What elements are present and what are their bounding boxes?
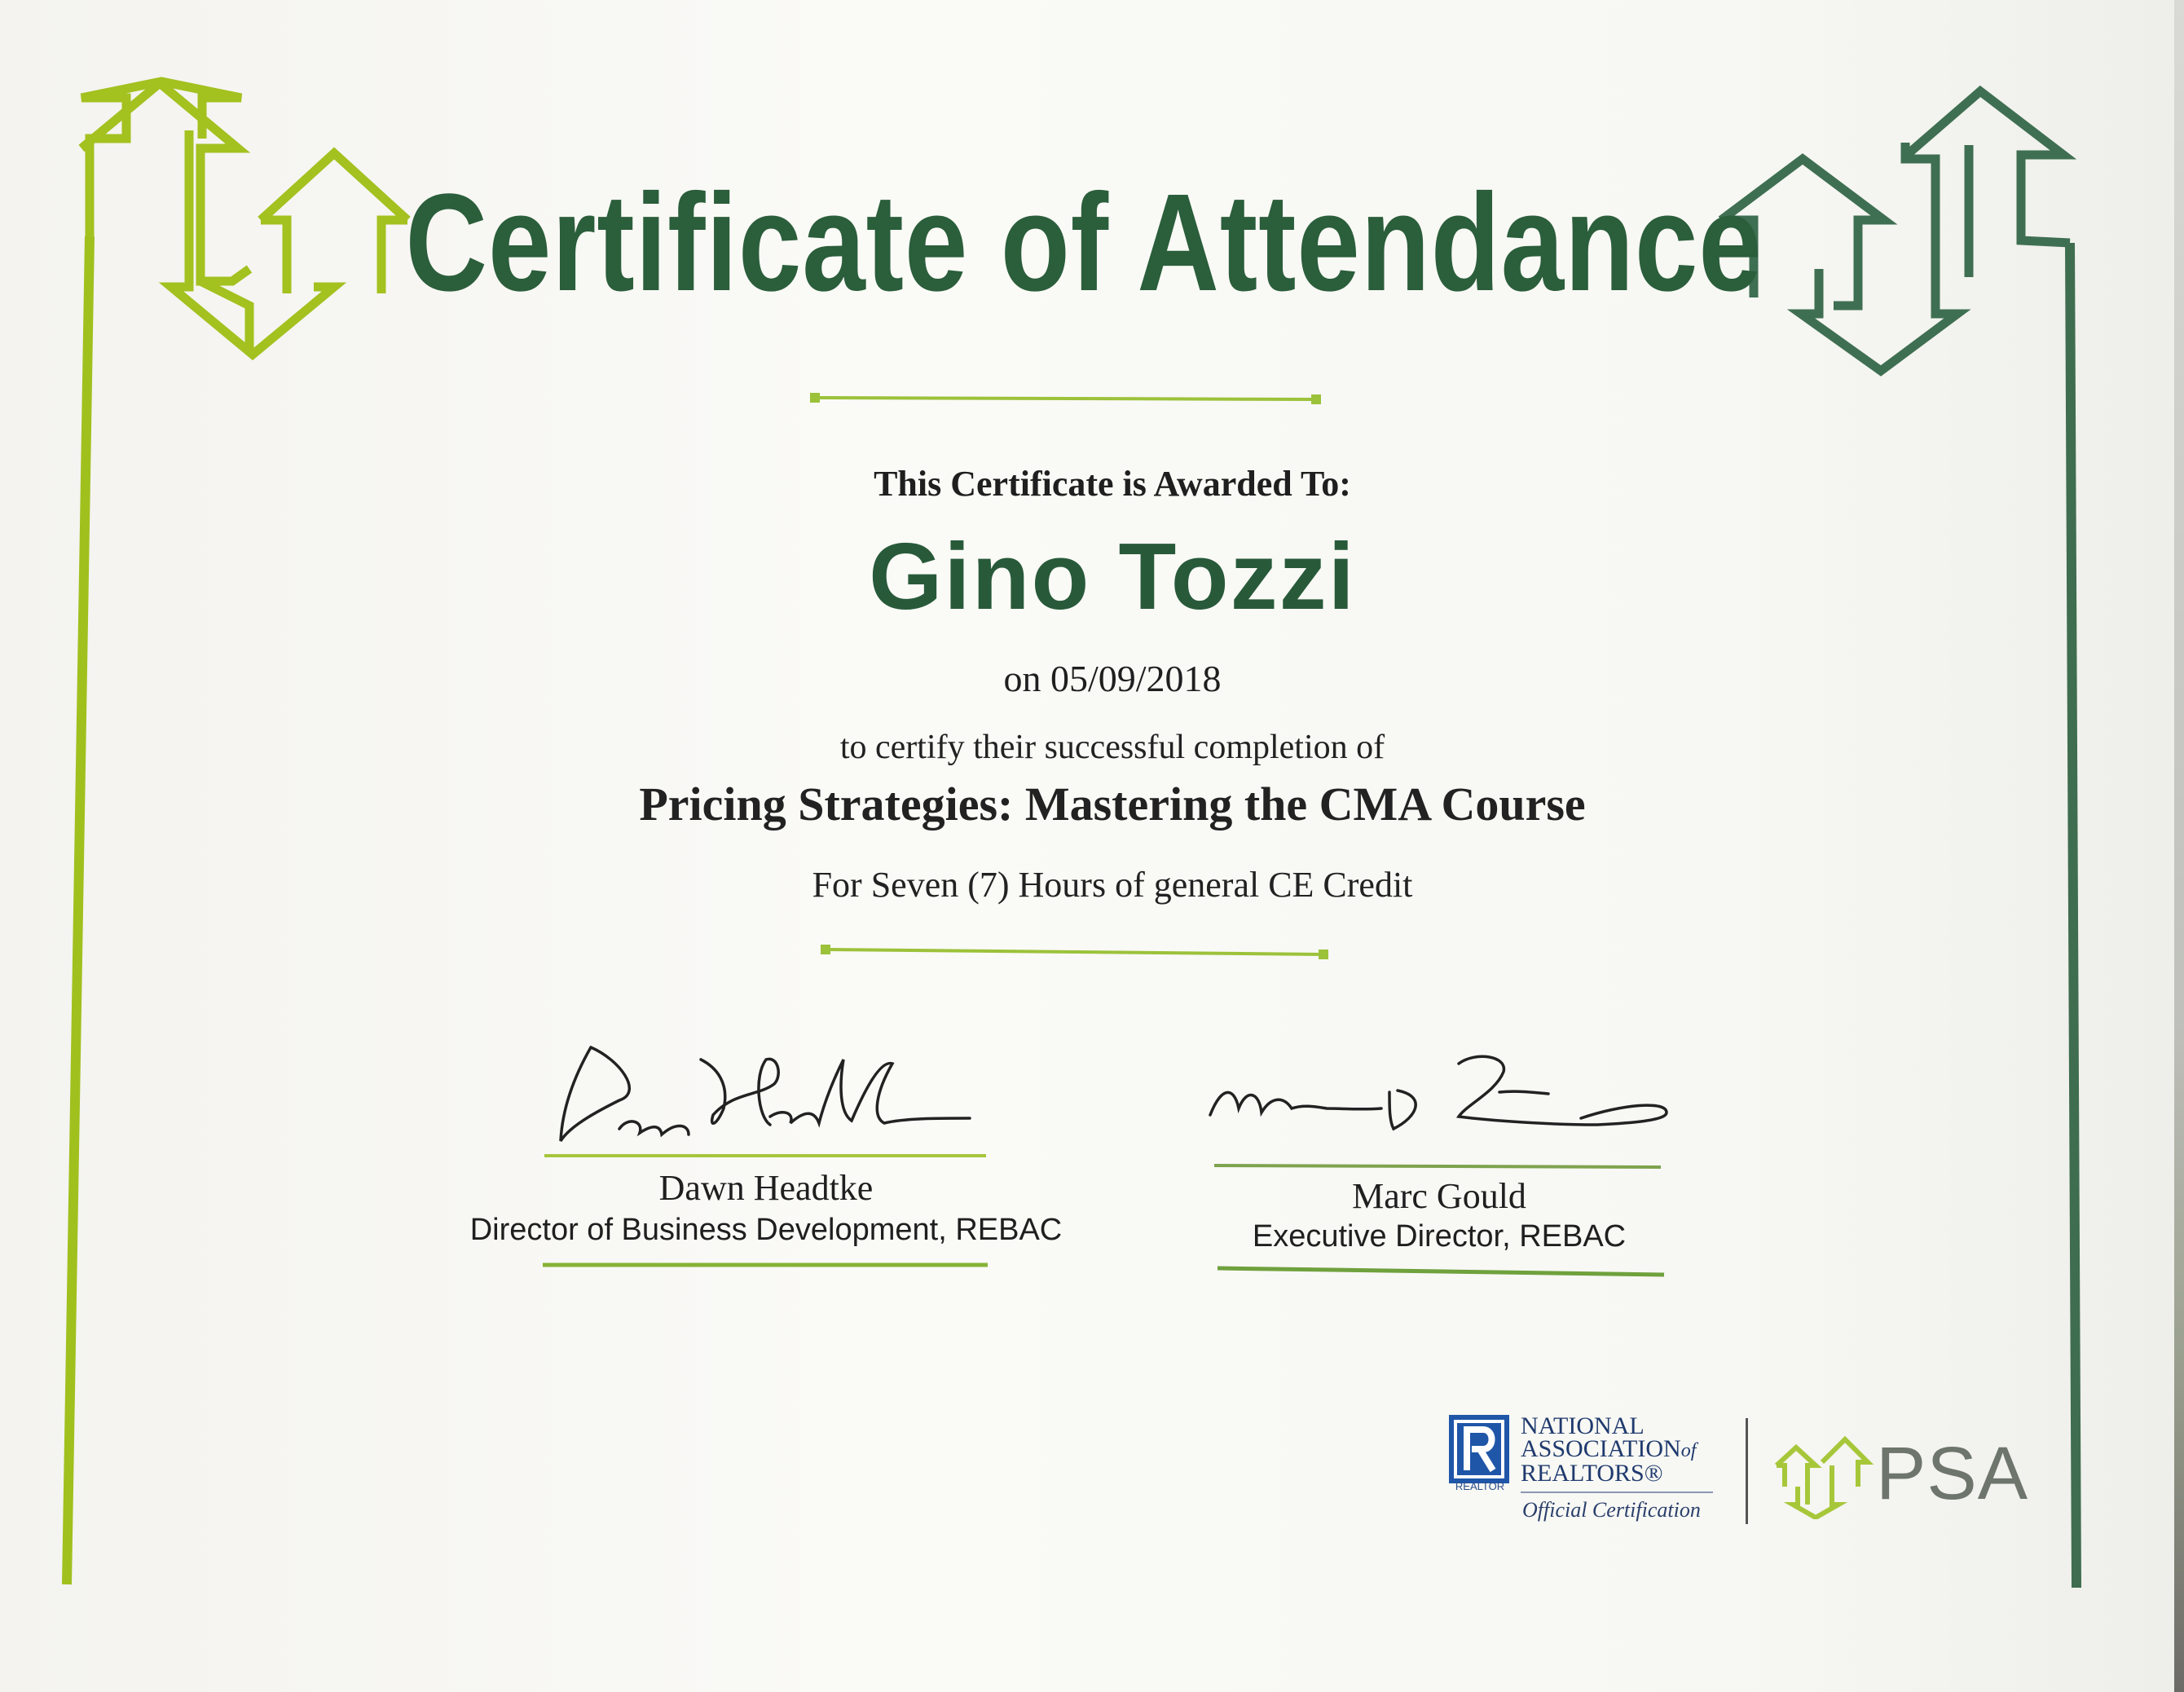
award-date: on 05/09/2018 bbox=[1003, 658, 1222, 699]
certificate-title: Certificate of Attendance bbox=[405, 165, 1763, 320]
signer-1-role: Director of Business Development, REBAC bbox=[469, 1213, 1063, 1247]
certify-statement: to certify their successful completion of bbox=[839, 729, 1385, 766]
psa-wordmark: PSA bbox=[1876, 1432, 2029, 1515]
signature-marc-gould bbox=[1210, 1056, 1667, 1129]
nar-line-2: ASSOCIATION bbox=[1521, 1435, 1681, 1462]
course-title: Pricing Strategies: Mastering the CMA Course bbox=[639, 778, 1586, 831]
psa-arrows-icon bbox=[1773, 1430, 1876, 1519]
realtor-r-logo-icon bbox=[1447, 1413, 1511, 1485]
credit-statement: For Seven (7) Hours of general CE Credit bbox=[812, 865, 1413, 905]
nar-line-3: REALTORS® bbox=[1521, 1460, 1663, 1487]
recipient-name: Gino Tozzi bbox=[869, 523, 1356, 629]
nar-wordmark bbox=[1521, 1412, 1697, 1487]
signer-2-role: Executive Director, REBAC bbox=[1252, 1219, 1627, 1254]
nar-line-1: NATIONAL bbox=[1521, 1412, 1645, 1439]
awarded-label: This Certificate is Awarded To: bbox=[874, 464, 1351, 504]
signer-2-name: Marc Gould bbox=[1352, 1176, 1526, 1216]
nar-official-certification: Official Certification bbox=[1522, 1498, 1701, 1522]
signature-dawn-headtke bbox=[561, 1047, 970, 1141]
nar-rule bbox=[1521, 1492, 1713, 1493]
top-divider bbox=[810, 393, 1321, 404]
realtor-mark-caption: REALTOR bbox=[1455, 1480, 1505, 1492]
logo-separator bbox=[1746, 1418, 1748, 1524]
nar-line-2-suffix: of bbox=[1680, 1440, 1697, 1461]
bottom-divider bbox=[821, 945, 1328, 959]
signer-1-name: Dawn Headtke bbox=[658, 1168, 874, 1208]
border-lines bbox=[65, 236, 2078, 1588]
